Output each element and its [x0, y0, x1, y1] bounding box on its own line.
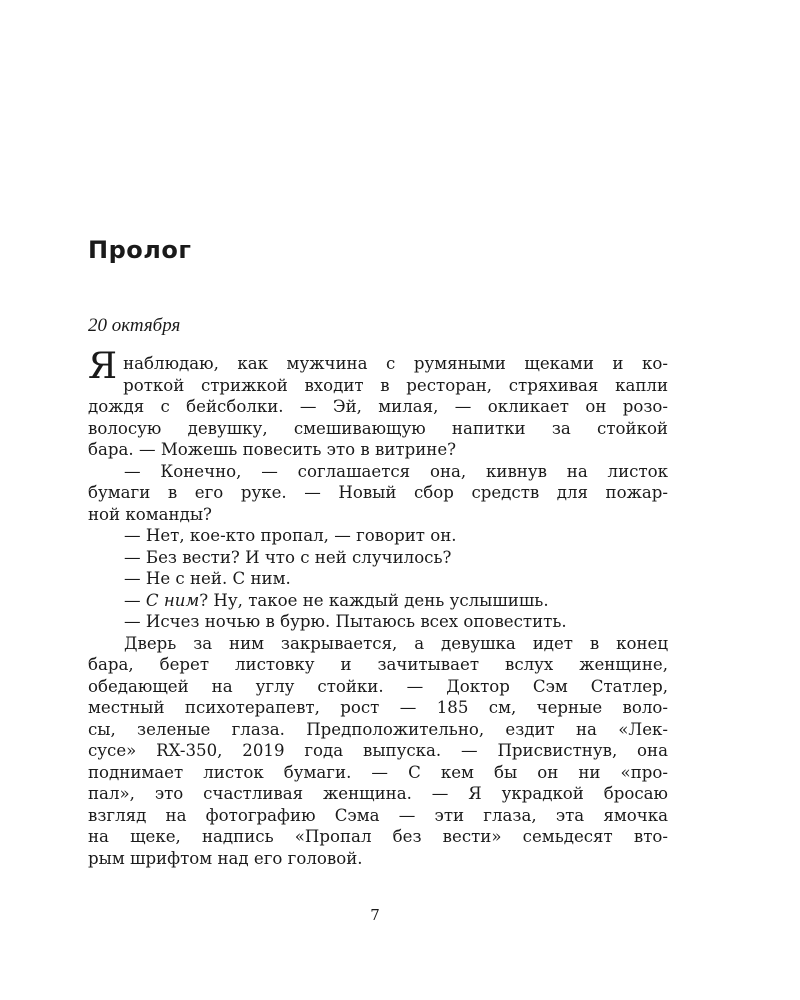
text-line: бара. — Можешь повесить это в витрине?	[88, 440, 457, 459]
text-line: сы, зеленые глаза. Предположительно, ездит на «Лек-	[88, 719, 668, 739]
text-line: бумаги в его руке. — Новый сбор средств для пожар-	[88, 483, 668, 502]
drop-cap: Я	[88, 346, 118, 387]
text-line: поднимает листок бумаги. — С кем бы он ни «про-	[88, 762, 668, 782]
text-line: пал», это счастливая женщина. — Я украдкой бросаю	[88, 784, 668, 803]
text-line: бара, берет листовку и зачитывает вслух женщине,	[88, 655, 668, 674]
text-line: — Исчез ночью в бурю. Пытаюсь всех оповестить.	[124, 612, 567, 631]
text-line: — Без вести? И что с ней случилось?	[124, 547, 452, 567]
text-line: обедающей на углу стойки. — Доктор Сэм Статлер,	[88, 676, 668, 696]
text-line: — Не с ней. С ним.	[124, 569, 291, 588]
text-line: — Конечно, — соглашается она, кивнув на листок	[124, 461, 668, 481]
text-fragment: ? Ну, такое не каждый день услышишь.	[199, 590, 549, 610]
chapter-title: Пролог	[88, 236, 192, 264]
text-fragment: —	[124, 590, 146, 610]
text-line: ной команды?	[88, 504, 212, 524]
text-line: на щеке, надпись «Пропал без вести» семьдесят вто-	[88, 827, 668, 846]
page-number: 7	[370, 906, 380, 924]
text-line: дождя с бейсболки. — Эй, милая, — окликает он розо-	[88, 397, 668, 416]
text-line: роткой стрижкой входит в ресторан, стряхивая капли	[123, 375, 668, 395]
text-line: — Нет, кое-кто пропал, — говорит он.	[124, 526, 457, 545]
opening-paragraph	[88, 346, 668, 396]
text-line: наблюдаю, как мужчина с румяными щеками и ко-	[123, 354, 668, 373]
chapter-date: 20 октября	[88, 315, 181, 336]
emphasis-fragment: С ним	[145, 590, 200, 610]
text-line: местный психотерапевт, рост — 185 см, черные воло-	[88, 698, 668, 717]
text-line: взгляд на фотографию Сэма — эти глаза, эта ямочка	[88, 805, 668, 825]
text-line: рым шрифтом над его головой.	[88, 848, 363, 868]
text-line: сусе» RX-350, 2019 года выпуска. — Присвистнув, она	[88, 741, 668, 760]
body-text	[88, 346, 668, 869]
text-line: волосую девушку, смешивающую напитки за стойкой	[88, 418, 668, 438]
text-line: Дверь за ним закрывается, а девушка идет в конец	[124, 633, 668, 653]
text-line-with-emphasis	[88, 590, 668, 612]
